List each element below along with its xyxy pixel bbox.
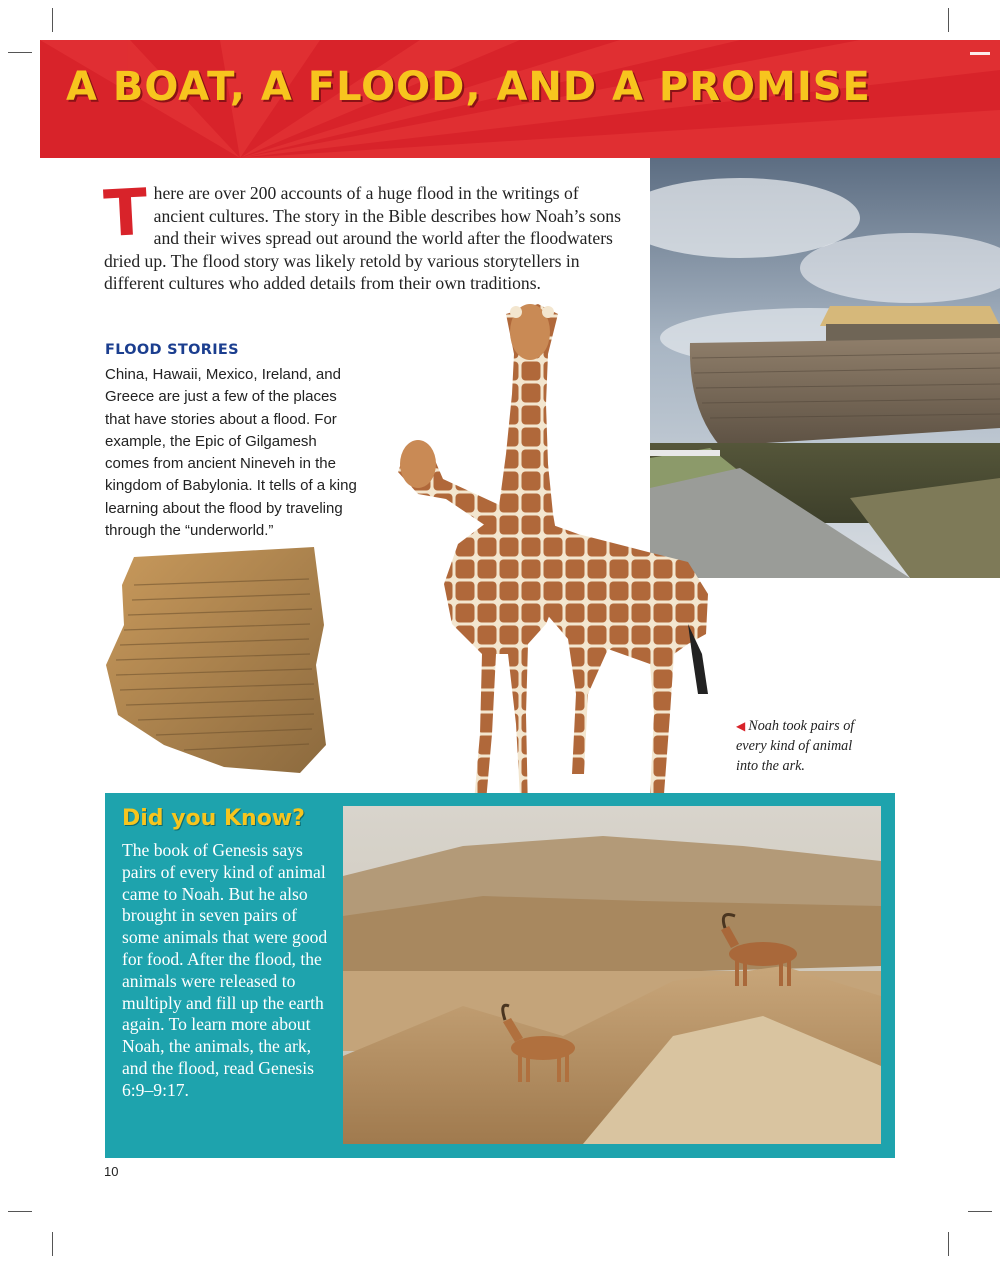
page-title: A BOAT, A FLOOD, AND A PROMISE: [66, 64, 871, 110]
crop-mark: [52, 8, 53, 32]
did-you-know-title: Did you Know?: [122, 806, 305, 831]
crop-mark: [8, 1211, 32, 1212]
giraffes-image: [388, 294, 718, 856]
animal-caption: [736, 716, 876, 776]
crop-mark: [968, 1211, 992, 1212]
clay-tablet-image: [104, 545, 330, 777]
caption-text: Noah took pairs of every kind of animal into the ark.: [736, 718, 855, 774]
crop-mark: [948, 8, 949, 32]
page-number: 10: [104, 1164, 119, 1179]
crop-mark: [8, 52, 32, 53]
intro-paragraph: [102, 175, 624, 295]
desert-ibex-photo: [343, 806, 881, 1144]
crop-mark: [52, 1232, 53, 1256]
did-you-know-text: The book of Genesis says pairs of every kind of animal came to Noah. But he also brought in seven pairs of some animals that were good for food. After the flood, the animals were released to multiply and fill up the earth again. To learn more about Noah, the animals, the ark, and the flood, read Genesis 6:9–9:17.: [122, 840, 328, 1100]
flood-stories-heading: FLOOD STORIES: [105, 342, 239, 358]
caption-arrow-icon: ◀: [736, 719, 746, 733]
intro-text: here are over 200 accounts of a huge flood in the writings of ancient cultures. The story in the Bible describes how Noah’s sons and their wives spread out around the world after the floodwaters dried up. The flood story was likely retold by various storytellers in different cultures who added details from their own traditions.: [104, 183, 621, 294]
drop-cap: T: [102, 175, 150, 253]
crop-mark: [948, 1232, 949, 1256]
flood-stories-text: China, Hawaii, Mexico, Ireland, and Greece are just a few of the places that have stories about a flood. For example, the Epic of Gilgamesh comes from ancient Nineveh in the kingdom of Babylonia. It tells of a king learning about the flood by traveling through the “underworld.”: [105, 366, 357, 540]
